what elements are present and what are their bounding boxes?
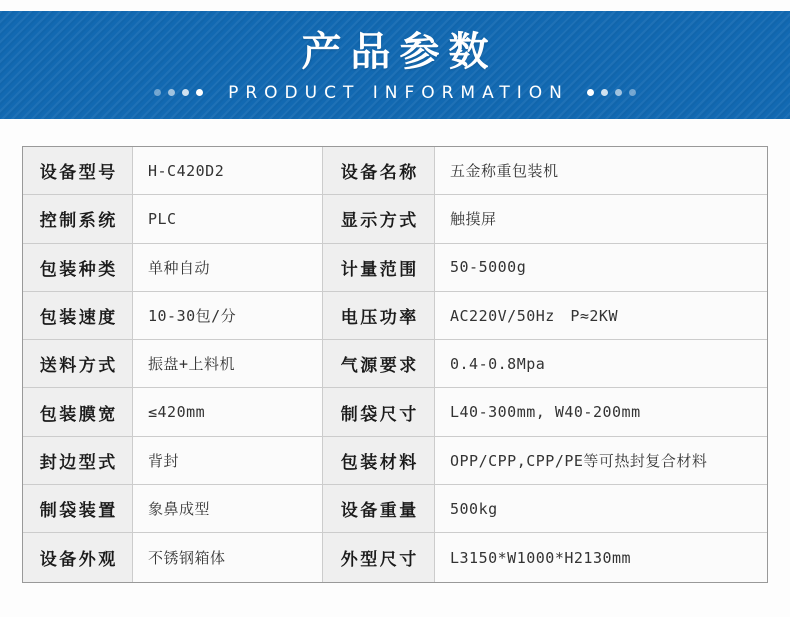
- spec-value-weigh-range: 50-5000g: [435, 244, 767, 292]
- subtitle-row: [154, 83, 636, 103]
- header-banner: [0, 11, 790, 119]
- dots-left-decoration: [154, 89, 203, 96]
- spec-label-device-weight: 设备重量: [323, 485, 435, 533]
- spec-value-pack-material: OPP/CPP,CPP/PE等可热封复合材料: [435, 437, 767, 485]
- spec-label-control-system: 控制系统: [23, 195, 133, 243]
- spec-value-feeding-method: 振盘+上料机: [133, 340, 323, 388]
- dot-icon: [182, 89, 189, 96]
- spec-label-feeding-method: 送料方式: [23, 340, 133, 388]
- spec-label-display-mode: 显示方式: [323, 195, 435, 243]
- spec-value-package-type: 单种自动: [133, 244, 323, 292]
- spec-label-air-supply: 气源要求: [323, 340, 435, 388]
- page-subtitle: PRODUCT INFORMATION: [228, 82, 569, 103]
- spec-value-film-width: ≤420mm: [133, 388, 323, 436]
- spec-value-seal-type: 背封: [133, 437, 323, 485]
- page-title: 产品参数: [301, 28, 498, 75]
- spec-label-package-type: 包装种类: [23, 244, 133, 292]
- dot-icon: [601, 89, 608, 96]
- spec-label-packing-speed: 包装速度: [23, 292, 133, 340]
- spec-label-dimensions: 外型尺寸: [323, 533, 435, 581]
- spec-label-pack-material: 包装材料: [323, 437, 435, 485]
- spec-value-display-mode: 触摸屏: [435, 195, 767, 243]
- dot-icon: [615, 89, 622, 96]
- spec-label-appearance: 设备外观: [23, 533, 133, 581]
- spec-value-packing-speed: 10-30包/分: [133, 292, 323, 340]
- spec-label-bag-device: 制袋装置: [23, 485, 133, 533]
- spec-value-device-model: H-C420D2: [133, 147, 323, 195]
- spec-label-device-model: 设备型号: [23, 147, 133, 195]
- spec-value-voltage-power: AC220V/50Hz P≈2KW: [435, 292, 767, 340]
- spec-value-device-weight: 500kg: [435, 485, 767, 533]
- dots-right-decoration: [587, 89, 636, 96]
- spec-table: [22, 146, 768, 583]
- spec-value-bag-size: L40-300mm, W40-200mm: [435, 388, 767, 436]
- dot-icon: [629, 89, 636, 96]
- spec-label-weigh-range: 计量范围: [323, 244, 435, 292]
- dot-icon: [196, 89, 203, 96]
- spec-label-bag-size: 制袋尺寸: [323, 388, 435, 436]
- spec-value-appearance: 不锈钢箱体: [133, 533, 323, 581]
- spec-value-dimensions: L3150*W1000*H2130mm: [435, 533, 767, 581]
- spec-value-control-system: PLC: [133, 195, 323, 243]
- dot-icon: [154, 89, 161, 96]
- spec-value-bag-device: 象鼻成型: [133, 485, 323, 533]
- dot-icon: [587, 89, 594, 96]
- spec-label-seal-type: 封边型式: [23, 437, 133, 485]
- spec-label-voltage-power: 电压功率: [323, 292, 435, 340]
- dot-icon: [168, 89, 175, 96]
- spec-label-device-name: 设备名称: [323, 147, 435, 195]
- spec-value-air-supply: 0.4-0.8Mpa: [435, 340, 767, 388]
- spec-value-device-name: 五金称重包装机: [435, 147, 767, 195]
- spec-label-film-width: 包装膜宽: [23, 388, 133, 436]
